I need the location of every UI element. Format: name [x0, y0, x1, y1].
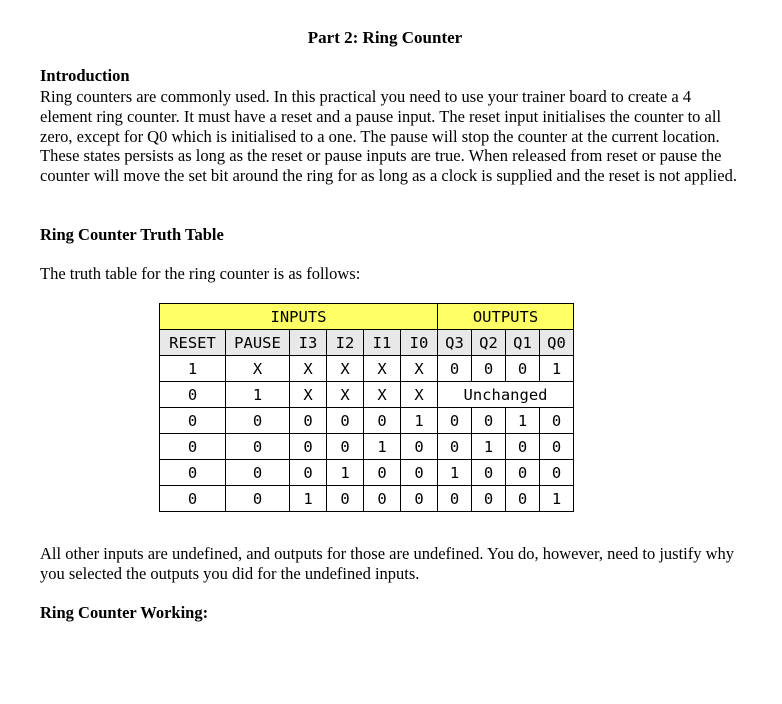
table-cell: 0 [226, 408, 290, 434]
table-row [160, 382, 574, 408]
table-cell: X [290, 382, 327, 408]
column-header: I1 [364, 330, 401, 356]
table-cell: 0 [540, 460, 574, 486]
table-cell: 1 [540, 356, 574, 382]
table-cell: 0 [438, 408, 472, 434]
table-cell: 1 [364, 434, 401, 460]
column-header: Q2 [472, 330, 506, 356]
introduction-heading: Introduction [40, 66, 130, 85]
table-cell: 1 [472, 434, 506, 460]
table-cell: 1 [438, 460, 472, 486]
introduction-paragraph: Ring counters are commonly used. In this practical you need to use your trainer board to create a 4 element ring counter. It must have a reset and a pause input. The reset input initialises the counter to all zero, except for Q0 which is initialised to a one. The pause will stop the counter at the current location. These states persists as long as the reset or pause inputs are true. When released from reset or pause the counter will move the set bit around the ring for as long as a clock is supplied and the reset is not applied. [40, 87, 737, 186]
table-cell: 0 [160, 382, 226, 408]
column-header: PAUSE [226, 330, 290, 356]
table-cell: 1 [160, 356, 226, 382]
table-cell: 0 [327, 408, 364, 434]
table-row [160, 434, 574, 460]
table-cell: X [226, 356, 290, 382]
table-cell: 0 [226, 486, 290, 512]
table-cell: 0 [472, 460, 506, 486]
column-header: Q3 [438, 330, 472, 356]
table-cell: 0 [364, 486, 401, 512]
table-cell: 0 [401, 434, 438, 460]
table-cell: 0 [506, 460, 540, 486]
table-cell: 0 [506, 356, 540, 382]
table-cell: 0 [226, 434, 290, 460]
column-header: I0 [401, 330, 438, 356]
column-header: I3 [290, 330, 327, 356]
table-cell: X [327, 382, 364, 408]
table-cell: X [364, 356, 401, 382]
table-cell: 0 [160, 434, 226, 460]
table-cell: 0 [506, 486, 540, 512]
table-cell: 0 [290, 408, 327, 434]
table-cell: X [327, 356, 364, 382]
inputs-group-header: INPUTS [160, 304, 438, 330]
column-header: I2 [327, 330, 364, 356]
table-cell: 0 [438, 356, 472, 382]
table-row [160, 356, 574, 382]
table-cell: 0 [472, 356, 506, 382]
table-cell: 0 [160, 408, 226, 434]
table-cell: 1 [327, 460, 364, 486]
unchanged-cell: Unchanged [438, 382, 574, 408]
table-cell: 1 [226, 382, 290, 408]
table-cell: 0 [438, 486, 472, 512]
table-cell: 1 [401, 408, 438, 434]
table-cell: 0 [401, 460, 438, 486]
table-cell: 1 [290, 486, 327, 512]
table-cell: 1 [506, 408, 540, 434]
table-cell: 0 [472, 408, 506, 434]
table-cell: X [401, 356, 438, 382]
table-cell: X [364, 382, 401, 408]
table-cell: 0 [290, 460, 327, 486]
truth-table-heading: Ring Counter Truth Table [40, 225, 224, 244]
column-header: Q1 [506, 330, 540, 356]
table-cell: X [290, 356, 327, 382]
table-group-header-row [160, 304, 574, 330]
table-cell: 0 [327, 486, 364, 512]
table-cell: 0 [401, 486, 438, 512]
table-cell: 0 [364, 408, 401, 434]
table-cell: 0 [438, 434, 472, 460]
working-heading: Ring Counter Working: [40, 603, 209, 622]
table-cell: 0 [364, 460, 401, 486]
table-column-header-row [160, 330, 574, 356]
table-cell: 0 [160, 460, 226, 486]
column-header: Q0 [540, 330, 574, 356]
column-header: RESET [160, 330, 226, 356]
table-cell: 0 [160, 486, 226, 512]
table-cell: 0 [540, 434, 574, 460]
table-row [160, 460, 574, 486]
outputs-group-header: OUTPUTS [438, 304, 574, 330]
page-title: Part 2: Ring Counter [307, 28, 463, 47]
table-cell: 0 [327, 434, 364, 460]
undefined-inputs-note: All other inputs are undefined, and outputs for those are undefined. You do, however, need to justify why you selected the outputs you did for the undefined inputs. [40, 544, 735, 583]
table-row [160, 408, 574, 434]
table-cell: 0 [506, 434, 540, 460]
truth-table-intro: The truth table for the ring counter is as follows: [40, 264, 361, 283]
table-cell: 0 [226, 460, 290, 486]
table-row [160, 486, 574, 512]
table-cell: 0 [472, 486, 506, 512]
table-cell: 0 [540, 408, 574, 434]
table-cell: 0 [290, 434, 327, 460]
ring-counter-truth-table [159, 303, 574, 512]
table-cell: 1 [540, 486, 574, 512]
table-cell: X [401, 382, 438, 408]
